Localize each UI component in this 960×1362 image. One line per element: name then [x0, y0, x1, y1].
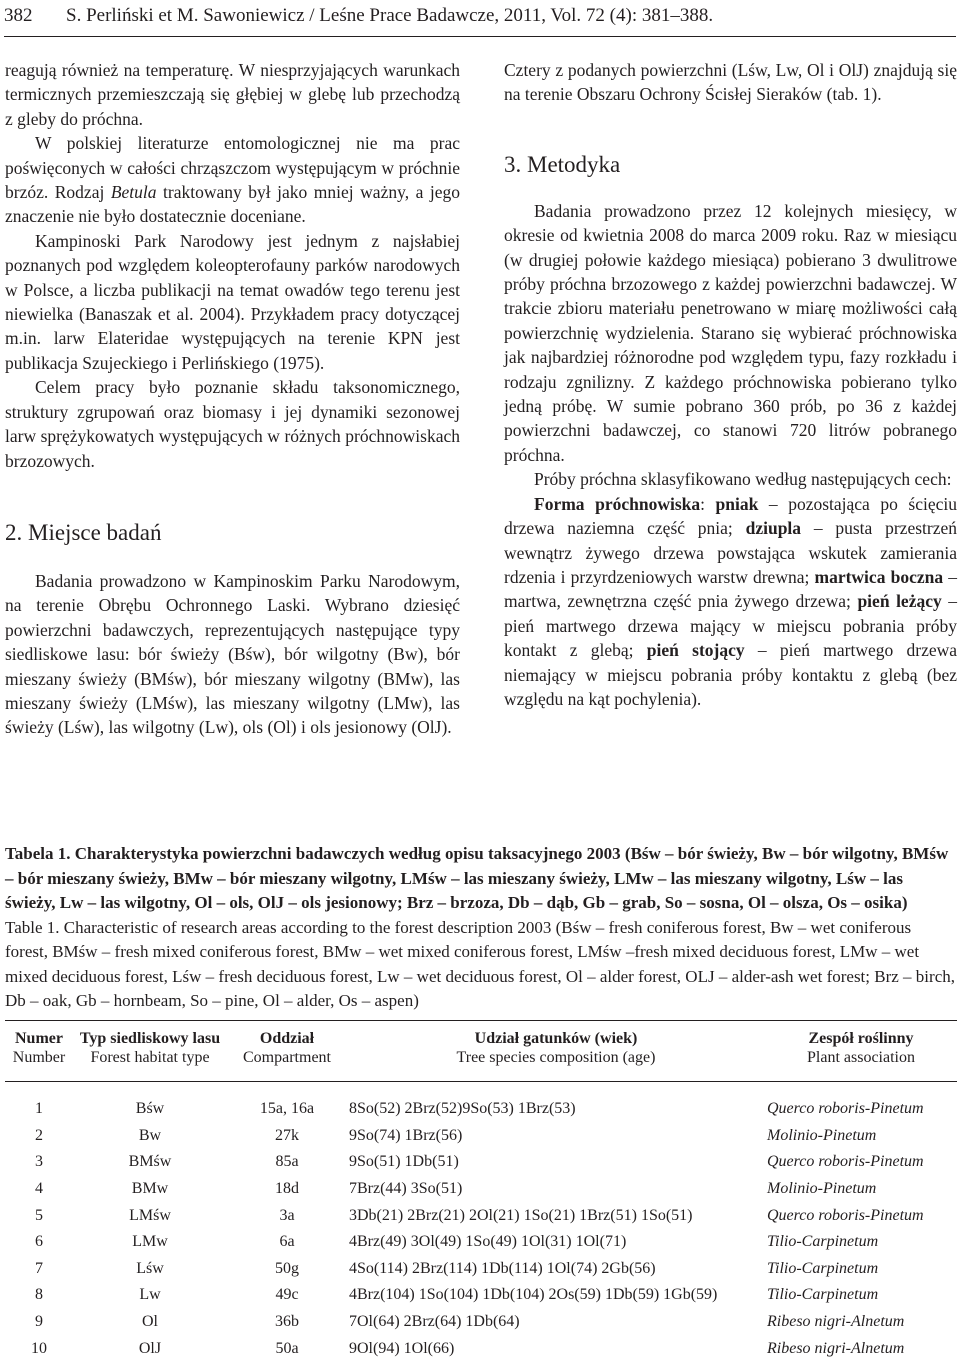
genus-name: Betula [110, 182, 157, 203]
header-label-en: Plant association [807, 1049, 915, 1066]
left-paragraph-4: Celem pracy było poznanie składu taksonomicznego, struktury zgrupowań oraz biomasy i jej dynamiki sezonowej larw sprężykowatych występujących w różnych próchnowiskach brzozowych. [5, 377, 460, 471]
cell-compartment: 27k [275, 1126, 299, 1144]
cell-number: 5 [35, 1206, 43, 1224]
cell-type: BMw [131, 1180, 169, 1198]
cell-species: 8So(52) 2Brz(52)9So(53) 1Brz(53) [349, 1100, 576, 1118]
header-label-en: Forest habitat type [90, 1049, 210, 1066]
cell-compartment: 50g [275, 1259, 299, 1277]
text-run: – pień martwego drzewa mający w miejscu pobrania próby kontakt z glebą; [504, 591, 958, 661]
text-run: : [700, 493, 716, 514]
cell-compartment: 6a [279, 1233, 295, 1251]
research-areas-table [5, 1020, 957, 1362]
cell-association: Molinio-Pinetum [767, 1180, 877, 1198]
cell-association: Querco roboris-Pinetum [767, 1206, 924, 1224]
cell-species: 4Brz(104) 1So(104) 1Db(104) 2Os(59) 1Db(59) 1Gb(59) [349, 1286, 718, 1304]
term: martwica boczna [814, 566, 944, 587]
header-label-pl: Oddział [259, 1030, 315, 1047]
left-paragraph-3: Kampinoski Park Narodowy jest jednym z najsłabiej poznanych pod względem koleopterofauny parków narodowych w Polsce, a liczba publikacji na temat owadów tego terenu jest niewielka (Banaszak et al. 2004). Przykładem pracy dotyczącej m.in. larw Elateridae występujących na terenie KPN jest publikacja Szujeckiego i Perlińskiego (1975). [5, 230, 460, 373]
cell-association: Ribeso nigri-Alnetum [767, 1339, 905, 1357]
cell-number: 6 [35, 1233, 43, 1251]
cell-compartment: 3a [279, 1206, 295, 1224]
table-row [5, 1335, 957, 1362]
cell-species: 4So(114) 2Brz(114) 1Db(114) 1Ol(74) 2Gb(56) [349, 1259, 656, 1277]
left-paragraph-1: reagują również na temperaturę. W niesprzyjających warunkach termicznych przemieszczają się głębiej w glebę lub przechodzą z gleby do próchna. [5, 60, 460, 129]
left-column [5, 58, 460, 740]
table-row [5, 1282, 957, 1309]
cell-number: 2 [35, 1126, 43, 1144]
table-row [5, 1202, 957, 1229]
cell-type: OlJ [138, 1339, 162, 1357]
table-header-row [5, 1021, 957, 1082]
cell-number: 10 [31, 1339, 47, 1357]
header-label-en: Number [12, 1049, 66, 1066]
cell-type: LMśw [129, 1206, 171, 1224]
section-heading-2: 2. Miejsce badań [5, 519, 162, 545]
cell-association: Tilio-Carpinetum [767, 1259, 879, 1277]
page-number: 382 [4, 5, 33, 26]
header-label-pl: Numer [15, 1030, 63, 1047]
cell-species: 9So(51) 1Db(51) [349, 1153, 459, 1171]
term: pień leżący [857, 591, 942, 612]
cell-association: Ribeso nigri-Alnetum [767, 1313, 905, 1331]
table-row [5, 1176, 957, 1203]
text-run: – pień martwego drzewa niemający w miejscu pobrania próby kontaktu z glebą (bez względu na kąt pochylenia). [504, 640, 958, 709]
cell-type: Lw [139, 1286, 161, 1304]
term: dziupla [745, 518, 802, 539]
cell-number: 1 [35, 1100, 43, 1118]
cell-type: Lśw [136, 1259, 164, 1277]
cell-number: 4 [35, 1180, 43, 1198]
cell-species: 7Ol(64) 2Brz(64) 1Db(64) [349, 1313, 520, 1331]
cell-association: Querco roboris-Pinetum [767, 1153, 924, 1171]
term: pień stojący [646, 640, 745, 661]
cell-type: Bw [138, 1126, 162, 1144]
header-number [5, 1021, 73, 1082]
cell-species: 9So(74) 1Brz(56) [349, 1126, 463, 1144]
header-label-pl: Zespół roślinny [808, 1030, 914, 1047]
left-paragraph-2 [5, 131, 460, 229]
cell-association: Querco roboris-Pinetum [767, 1100, 924, 1118]
right-column [504, 58, 957, 711]
cell-number: 8 [35, 1286, 43, 1304]
cell-species: 9Ol(94) 1Ol(66) [349, 1339, 455, 1357]
cell-number: 7 [35, 1259, 43, 1277]
cell-number: 3 [35, 1153, 43, 1171]
table-row [5, 1082, 957, 1123]
table-row [5, 1229, 957, 1256]
header-label-pl: Typ siedliskowy lasu [79, 1030, 221, 1047]
table-row [5, 1149, 957, 1176]
cell-species: 3Db(21) 2Brz(21) 2Ol(21) 1So(21) 1Brz(51) 1So(51) [349, 1206, 693, 1224]
header-plant-association [765, 1021, 957, 1082]
section-heading-3: 3. Metodyka [504, 151, 621, 177]
right-paragraph-4 [504, 492, 957, 712]
cell-association: Molinio-Pinetum [767, 1126, 877, 1144]
header-label-en: Tree species composition (age) [456, 1049, 656, 1066]
cell-number: 9 [35, 1313, 43, 1331]
header-compartment [227, 1021, 347, 1082]
table-row [5, 1256, 957, 1283]
left-paragraph-5: Badania prowadzono w Kampinoskim Parku Narodowym, na terenie Obrębu Ochronnego Laski. Wybrano dziesięć powierzchni badawczych, reprezentujących następujące typy siedliskowe lasu: bór świeży (Bśw), bór wilgotny (Bw), bór mieszany świeży (BMśw), bór mieszany wilgotny (BMw), las mieszany świeży (LMśw), las mieszany wilgotny (LMw), las świeży (Lśw), las wilgotny (Lw), ols (Ol) i ols jesionowy (OlJ). [5, 570, 460, 738]
header-species [347, 1021, 765, 1082]
cell-compartment: 49c [275, 1286, 299, 1304]
text-run: – martwa, zewnętrzna część pnia żywego drzewa; [504, 566, 957, 612]
header-habitat-type [73, 1021, 227, 1082]
term: pniak [715, 493, 759, 514]
cell-type: Bśw [135, 1100, 165, 1118]
right-paragraph-1: Cztery z podanych powierzchni (Lśw, Lw, Ol i OlJ) znajdują się na terenie Obszaru Ochrony Ścisłej Sieraków (tab. 1). [504, 60, 957, 105]
cell-type: Ol [142, 1313, 158, 1331]
cell-species: 7Brz(44) 3So(51) [349, 1180, 463, 1198]
cell-compartment: 85a [275, 1153, 299, 1171]
cell-association: Tilio-Carpinetum [767, 1233, 879, 1251]
running-header [4, 2, 954, 32]
table-row [5, 1123, 957, 1150]
cell-type: BMśw [128, 1153, 172, 1171]
text-run: – pozostająca po ścięciu drzewa naziemna część pnia; [504, 493, 957, 539]
header-label-pl: Udział gatunków (wiek) [474, 1030, 638, 1047]
header-label-en: Compartment [243, 1049, 331, 1066]
text-run: traktowany był jako mniej ważny, a jego znaczenie nie było dostatecznie doceniane. [5, 182, 460, 227]
cell-compartment: 36b [275, 1313, 299, 1331]
cell-association: Tilio-Carpinetum [767, 1286, 879, 1304]
table-row [5, 1309, 957, 1336]
cell-compartment: 50a [275, 1339, 299, 1357]
cell-type: LMw [132, 1233, 168, 1251]
caption-polish: Tabela 1. Charakterystyka powierzchni badawczych według opisu taksacyjnego 2003 (Bśw – bór świeży, Bw – bór wilgotny, BMśw – bór mieszany świeży, BMw – bór mieszany wilgotny, LMśw – las mieszany świeży, LMw – las mieszany wilgotny, Lśw – las świeży, Lw – las wilgotny, Ol – ols, OlJ – ols jesionowy; Brz – brzoza, Db – dąb, Gb – grab, So – sosna, Ol – olsza, Os – osika) [5, 844, 949, 912]
cell-species: 4Brz(49) 3Ol(49) 1So(49) 1Ol(31) 1Ol(71) [349, 1233, 627, 1251]
term: Forma próchnowiska [534, 493, 701, 514]
text-run: – pusta przestrzeń wewnątrz żywego drzewa powstająca wskutek zamierania rdzenia i przyrdzeniowych warstw drewna; [504, 518, 957, 587]
right-paragraph-2: Badania prowadzono przez 12 kolejnych miesięcy, w okresie od kwietnia 2008 do marca 2009 roku. Raz w miesiącu (w drugiej połowie każdego miesiąca) pobierano 3 dwulitrowe próby próchna brzozowego z każdej powierzchni badawczej. W trakcie zbioru materiału penetrowano w miarę możliwości całą powierzchnię wydzielenia. Starano się wybierać próchnowiska jak najbardziej różnorodne pod względem typu, fazy rozkładu i rodzaju zgnilizny. Z każdego próchnowiska pobierano tylko jedną próbę. W sumie pobrano 360 prób, po 36 z każdej powierzchni badawczej, co stanowi 720 litrów pobranego próchna. [504, 200, 957, 465]
caption-english: Table 1. Characteristic of research areas according to the forest description 2003 (Bśw – fresh coniferous forest, Bw – wet coniferous forest, BMśw – fresh mixed coniferous forest, BMw – wet mixed coniferous forest, LMśw –fresh mixed deciduous forest, LMw – wet mixed deciduous forest, Lśw – fresh deciduous forest, Lw – wet deciduous forest, Ol – alder forest, OLJ – alder-ash wet forest; Brz – birch, Db – oak, Gb – hornbeam, So – pine, Ol – alder, Os – aspen) [5, 917, 955, 1010]
cell-compartment: 18d [275, 1180, 299, 1198]
table-caption [5, 842, 955, 1014]
running-title: S. Perliński et M. Sawoniewicz / Leśne Prace Badawcze, 2011, Vol. 72 (4): 381–388. [66, 5, 714, 26]
header-rule [4, 36, 956, 37]
right-paragraph-3: Próby próchna sklasyfikowano według następujących cech: [534, 469, 952, 490]
cell-compartment: 15a, 16a [259, 1100, 315, 1118]
text-run: W polskiej literaturze entomologicznej nie ma prac poświęconych w całości chrząszczom występującym w próchnie brzóz. Rodzaj [5, 133, 460, 203]
